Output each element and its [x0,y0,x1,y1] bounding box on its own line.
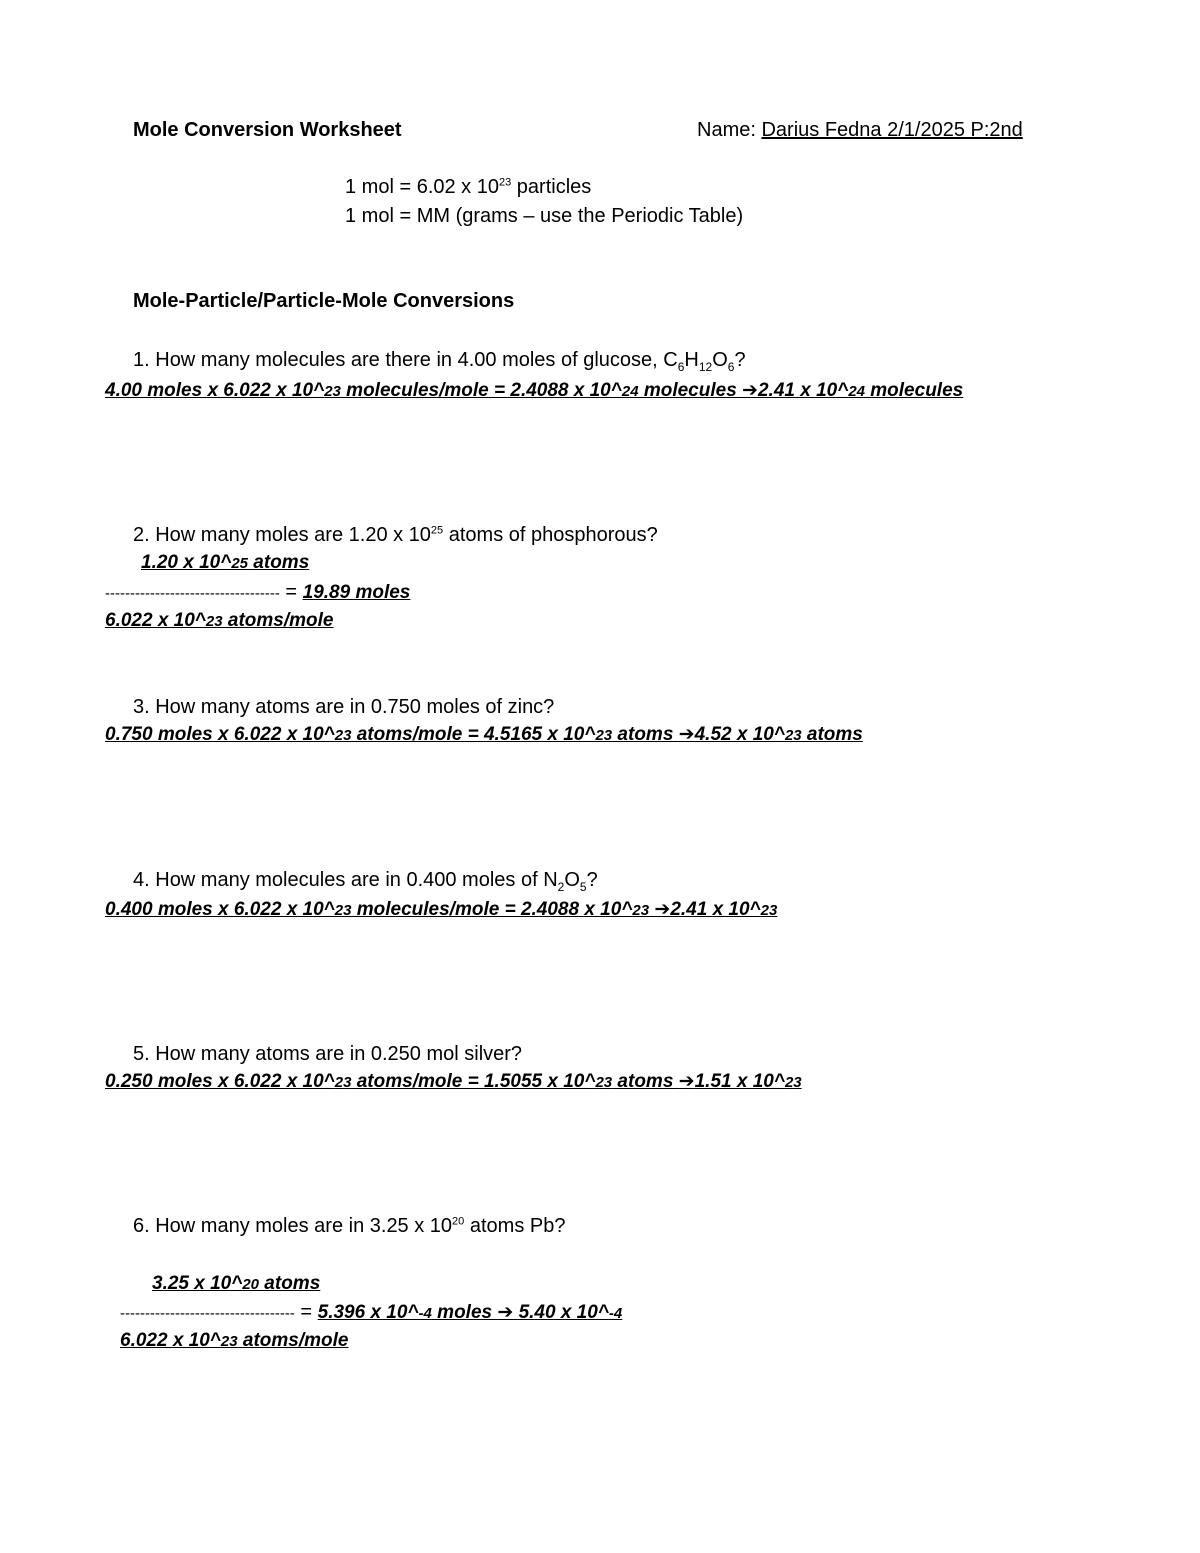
answer-3 [105,723,863,748]
answer-part: atoms/mole [222,610,334,631]
answer-exponent: 23 [784,1074,802,1091]
question-text: atoms of phosphorous? [443,524,658,546]
answer-part: molecules [638,380,743,401]
answer-exponent: 23 [334,902,352,919]
answer-exponent: 23 [334,727,352,744]
answer-part: atoms [612,724,679,745]
question-text: 6. How many moles are in 3.25 x 10 [133,1215,453,1237]
answer-part: molecules [865,380,964,401]
constant-exponent: 23 [498,176,512,189]
answer-part: 0.750 moles x 6.022 x 10^ [105,724,335,745]
subscript: 2 [557,880,565,894]
worksheet-title: Mole Conversion Worksheet [133,119,402,141]
answer-part: atoms [259,1273,321,1294]
question-4 [133,868,598,892]
question-3: 3. How many atoms are in 0.750 moles of zinc? [133,696,555,718]
answer-part: 5.40 x 10^ [513,1302,609,1323]
answer-2-denominator [105,609,333,634]
question-6 [133,1214,565,1238]
question-number: 1. [133,349,150,371]
answer-exponent: 23 [595,727,613,744]
answer-part: atoms [248,552,310,573]
element-symbol: O [712,349,728,371]
answer-part: 4.00 moles x 6.022 x 10^ [105,380,325,401]
answer-exponent: 23 [632,902,650,919]
answer-exponent: 23 [220,1333,238,1350]
subscript: 12 [698,360,713,374]
answer-exponent: 23 [334,1074,352,1091]
answer-exponent: 23 [205,613,223,630]
answer-part: 6.022 x 10^ [120,1330,221,1351]
arrow-icon: ➔ [678,1071,695,1092]
constant-molar-mass: 1 mol = MM (grams – use the Periodic Table) [345,205,744,227]
question-2 [133,523,658,547]
answer-part: 3.25 x 10^ [152,1273,243,1294]
answer-result [318,1302,623,1323]
answer-exponent: 20 [242,1276,260,1293]
answer-6-denominator [120,1329,348,1354]
answer-exponent: 24 [848,383,865,400]
section-title: Mole-Particle/Particle-Mole Conversions [133,290,515,312]
answer-exponent: 23 [324,383,341,400]
subscript: 6 [677,360,685,374]
question-mark: ? [734,349,746,371]
arrow-icon: ➔ [497,1302,514,1323]
answer-part: atoms [612,1071,679,1092]
answer-4 [105,898,777,923]
answer-part: moles [431,1302,498,1323]
question-text: atoms Pb? [464,1215,566,1237]
answer-part: atoms/mole = 4.5165 x 10^ [351,724,596,745]
answer-6-fraction-line [120,1300,622,1326]
answer-part: 4.52 x 10^ [694,724,785,745]
answer-result: 19.89 moles [302,582,411,603]
fraction-dashes: ----------------------------------- [120,1305,295,1322]
answer-exponent: -4 [418,1305,432,1322]
element-symbol: O [564,869,580,891]
answer-part: 0.400 moles x 6.022 x 10^ [105,899,335,920]
element-symbol: H [684,349,699,371]
answer-part: atoms [801,724,863,745]
answer-part: atoms/mole = 1.5055 x 10^ [351,1071,596,1092]
subscript: 6 [727,360,735,374]
equals-sign: = [279,581,303,603]
answer-exponent: 25 [231,555,249,572]
answer-exponent: 23 [784,727,802,744]
question-1 [133,348,746,372]
answer-exponent: 23 [760,902,778,919]
name-label: Name: [697,119,756,141]
answer-2-numerator [105,551,309,576]
arrow-icon: ➔ [742,380,758,401]
arrow-icon: ➔ [654,899,671,920]
answer-1 [105,379,963,404]
answer-part: 1.20 x 10^ [141,552,232,573]
name-line [697,118,1023,142]
answer-6-numerator [152,1272,320,1297]
constant-avogadro [345,175,591,199]
question-number: 4. [133,869,150,891]
answer-part: molecules/mole = 2.4088 x 10^ [351,899,633,920]
question-text: 2. How many moles are 1.20 x 10 [133,524,431,546]
arrow-icon: ➔ [678,724,695,745]
answer-part: 5.396 x 10^ [317,1302,419,1323]
answer-part: atoms/mole [237,1330,349,1351]
exponent: 25 [430,524,444,537]
subscript: 5 [579,880,587,894]
equals-sign: = [294,1301,318,1323]
answer-exponent: 23 [595,1074,613,1091]
answer-part: 2.41 x 10^ [757,380,849,401]
answer-part: molecules/mole = 2.4088 x 10^ [340,380,622,401]
question-text: How many molecules are there in 4.00 moles of glucose, C [149,349,678,371]
question-mark: ? [586,869,598,891]
answer-part: 0.250 moles x 6.022 x 10^ [105,1071,335,1092]
constant-avogadro-text: 1 mol = 6.02 x 10 [345,176,499,198]
question-text: How many molecules are in 0.400 moles of N [149,869,558,891]
answer-exponent: 24 [621,383,639,400]
answer-2-fraction-line [105,580,410,606]
answer-part: 6.022 x 10^ [105,610,206,631]
constant-avogadro-suffix: particles [511,176,592,198]
answer-part: 2.41 x 10^ [670,899,761,920]
question-5: 5. How many atoms are in 0.250 mol silver? [133,1043,523,1065]
exponent: 20 [452,1215,465,1228]
answer-5 [105,1070,802,1095]
answer-part: 1.51 x 10^ [694,1071,785,1092]
answer-exponent: -4 [608,1305,623,1322]
student-name: Darius Fedna 2/1/2025 P:2nd [761,119,1023,141]
fraction-dashes: ----------------------------------- [105,585,280,602]
